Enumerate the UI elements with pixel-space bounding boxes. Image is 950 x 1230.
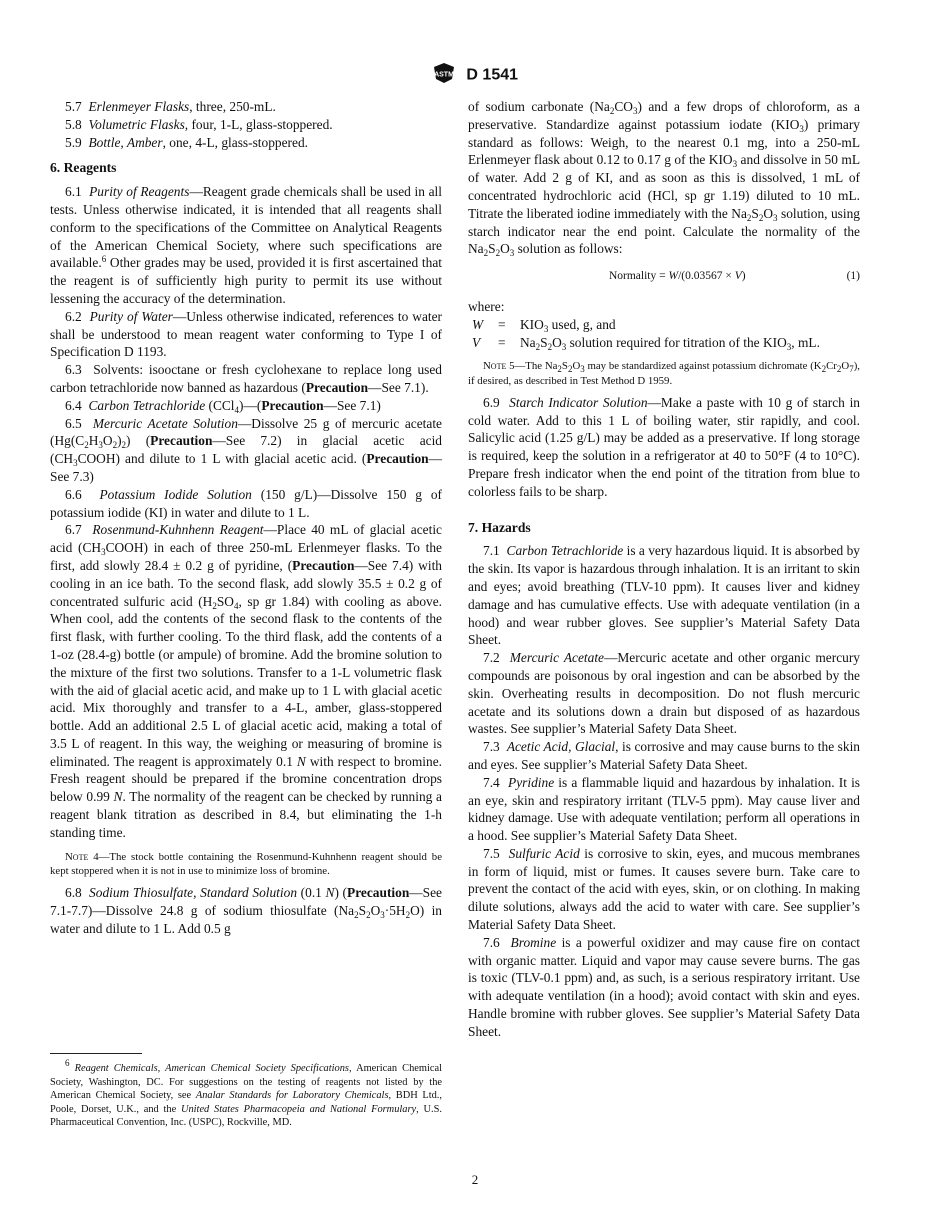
paragraph-6-2: 6.2 Purity of Water—Unless otherwise indicated, references to water shall be understood to mean reagent water conforming to Type I of Specification D 1193. [50, 308, 443, 360]
definition-row: W = $KIO_3$ used, g, and [472, 316, 616, 334]
designation: D 1541 [466, 66, 519, 84]
svg-text:ASTM: ASTM [434, 71, 454, 79]
list-item: 5.7 Erlenmeyer Flasks, three, 250-mL. [65, 99, 276, 114]
paragraph-7-3: 7.3 Acetic Acid, Glacial, is corrosive and may cause burns to the skin and eyes. See supplier’s Material Safety Data Sheet. [468, 739, 860, 772]
paragraph-7-4: 7.4 Pyridine is a flammable liquid and hazardous by inhalation. It is an eye, skin and respiratory irritant (TLV-5 ppm). May cause liver and kidney damage. Use with adequate ventilation; perform all operations in a hood. See supplier’s Material Safety Data Sheet. [468, 774, 860, 844]
paragraph-7-2: 7.2 Mercuric Acetate—Mercuric acetate and other organic mercury compounds are poisonous by oral ingestion and can be absorbed by the skin. Overheating results in decomposition. Do not flush mercuric acetate and its solutions down a drain but disposed of as hazardous wastes. See supplier’s Material Safety Data Sheet. [468, 650, 860, 737]
equation-formula: Normality = W/(0.03567 × V) [608, 270, 746, 283]
equation-number: (1) [846, 270, 860, 283]
list-item: 5.8 Volumetric Flasks, four, 1-L, glass-stoppered. [65, 116, 333, 132]
paragraph-6-8: 6.8 Sodium Thiosulfate, Standard Solution (0.1 N) (Precaution—See 7.1-7.7)—Dissolve 24.8 g of sodium thiosulfate $(Na_2S_2O_3\cdot 5H_2O)$ in water and dilute to 1 L. Add 0.5 g [50, 885, 442, 936]
footnote-6: $^6$ Reagent Chemicals, American Chemical Society Specifications, American Chemical Society, Washington, DC. For suggestions on the testing of reagents not listed by the American Chemical Society, see Analar Standards for Laboratory Chemicals, BDH Ltd., Poole, Dorset, U.K., and the United States Pharmacopeia and National Formulary, U.S. Pharmaceutical Convention, Inc. (USPC), Rockville, MD. [50, 1058, 443, 1129]
paragraph-6-5: 6.5 Mercuric Acetate Solution—Dissolve 25 g of mercuric acetate $(Hg(C_2H_3O_2)_2)$ (Precaution—See 7.2) in glacial acetic acid $(CH_3COOH)$ and dilute to 1 L with glacial acetic acid. (Precaution—See 7.3) [50, 415, 442, 484]
paragraph-7-6: 7.6 Bromine is a powerful oxidizer and may cause fire on contact with organic matter. Liquid and vapor may cause severe burns. The gas is toxic (TLV-0.1 ppm) and, as such, is a serious respiratory irritant. Use with adequate ventilation (in a hood); avoid contact with skin and eyes. Handle bromine with rubber gloves. See supplier’s Material Safety Data Sheet. [468, 934, 860, 1039]
page-header [0, 62, 950, 89]
paragraph-6-6: 6.6 Potassium Iodide Solution (150 g/L)—Dissolve 150 g of potassium iodide (KI) in water and dilute to 1 L. [50, 486, 442, 520]
paragraph-6-4: 6.4 Carbon Tetrachloride (CCl$_4$)—(Precaution—See 7.1) [65, 397, 381, 415]
variable-definitions [472, 316, 850, 352]
note-5: Note 5—The $Na_2S_2O_3$ may be standardized against potassium dichromate $(K_2Cr_2O_7)$, if desired, as described in Test Method D 1959. [468, 360, 860, 387]
page-number: 2 [471, 1172, 479, 1187]
paragraph-6-7: 6.7 Rosenmund-Kuhnhenn Reagent—Place 40 mL of glacial acetic acid $(CH_3COOH)$ in each of three 250-mL Erlenmeyer flasks. To the first, add slowly 28.4 ± 0.2 g of pyridine, (Precaution—See 7.4) with cooling in an ice bath. To the second flask, add slowly 35.5 ± 0.2 g of concentrated sulfuric acid ($H_2SO_4$, sp gr 1.84) with cooling as above. When cool, add the contents of the second flask to the contents of the first flask, with further cooling. To the third flask, add the contents of a 1-oz (28.4-g) bottle (or ampule) of bromine. Add the bromine solution to the mixture of the first two solutions. Transfer to a 1-L volumetric flask with the aid of glacial acetic acid, and make up to 1 L with glacial acetic acid. Mix thoroughly and transfer to a 4-L, amber, glass-stoppered bottle. Add an additional 2.5 L of glacial acetic acid, making a total of 3.5 L of reagent. In this way, the weighing or measuring of bromine is eliminated. The reagent is approximately 0.1 N with respect to bromine. Fresh reagent should be prepared if the bromine concentration drops below 0.99 N. The normality of the reagent can be checked by running a reagent blank titration as described in 8.4, but eliminating the 1-h standing time. [50, 522, 443, 840]
right-column [468, 98, 860, 1041]
astm-logo-icon [432, 62, 456, 89]
where-label: where: [468, 298, 505, 314]
section-heading-reagents: 6. Reagents [50, 160, 117, 176]
paragraph-6-9: 6.9 Starch Indicator Solution—Make a paste with 10 g of starch in cold water. Add to this 1 L of boiling water, stir rapidly, and cool. Salicylic acid (1.25 g/L) may be added as a preservative. If long storage is required, keep the solution in a refrigerator at 40 to 50°F (4 to 10°C). Prepare fresh indicator when the end point of the titration from blue to colorless fails to be sharp. [468, 394, 860, 499]
left-column [50, 98, 442, 937]
paragraph-6-1: 6.1 Purity of Reagents—Reagent grade chemicals shall be used in all tests. Unless otherwise indicated, it is intended that all reagents shall conform to the specifications of the Committee on Analytical Reagents of the American Chemical Society, where such specifications are available.$^6$ Other grades may be used, provided it is first ascertained that the reagent is of sufficiently high purity to permit its use without lessening the accuracy of the determination. [50, 184, 442, 306]
equation-1 [468, 268, 860, 286]
note-4: Note 4—The stock bottle containing the Rosenmund-Kuhnhenn reagent should be kept stoppered when it is not in use to minimize loss of bromine. [50, 850, 442, 877]
paragraph-6-3: 6.3 Solvents: isooctane or fresh cyclohexane to replace long used carbon tetrachloride now banned as hazardous (Precaution—See 7.1). [50, 362, 442, 395]
paragraph-7-1: 7.1 Carbon Tetrachloride is a very hazardous liquid. It is absorbed by the skin. Its vapor is hazardous through inhalation. It is an irritant to skin and eyes; avoid breathing (TLV-10 ppm). It causes liver and kidney damage and has cumulative effects. Use with adequate ventilation (in a hood) and wear rubber gloves. See supplier’s Material Safety Data Sheet. [468, 543, 861, 648]
paragraph-6-8-continued: of sodium carbonate $(Na_2CO_3)$ and a few drops of chloroform, as a preservative. Standardize against potassium iodate $(KIO_3)$ primary standard as follows: Weigh, to the nearest 0.1 mg, into a 250-mL Erlenmeyer flask about 0.12 to 0.17 g of the $KIO_3$ and dissolve in 50 mL of water. Add 2 g of KI, and as soon as this is dissolved, 1 mL of concentrated hydrochloric acid (HCl, sp gr 1.19) diluted to 10 mL. Titrate the liberated iodine immediately with the $Na_2S_2O_3$ solution, using starch indicator near the end point. Calculate the normality of the $Na_2S_2O_3$ solution as follows: [468, 99, 861, 259]
paragraph-7-5: 7.5 Sulfuric Acid is corrosive to skin, eyes, and mucous membranes in form of liquid, mist or fumes. It causes severe burn. Take care to prevent the contact of the acid with eyes, skin, or on clothing. In making dilute solutions, always add the acid to water with care. See supplier’s Material Safety Data Sheet. [468, 845, 860, 933]
section-heading-hazards: 7. Hazards [468, 519, 531, 535]
footnote-divider [50, 1053, 142, 1054]
definition-row: V = $Na_2S_2O_3$ solution required for titration of the $KIO_3$, mL. [472, 334, 820, 352]
list-item: 5.9 Bottle, Amber, one, 4-L, glass-stoppered. [65, 134, 308, 150]
